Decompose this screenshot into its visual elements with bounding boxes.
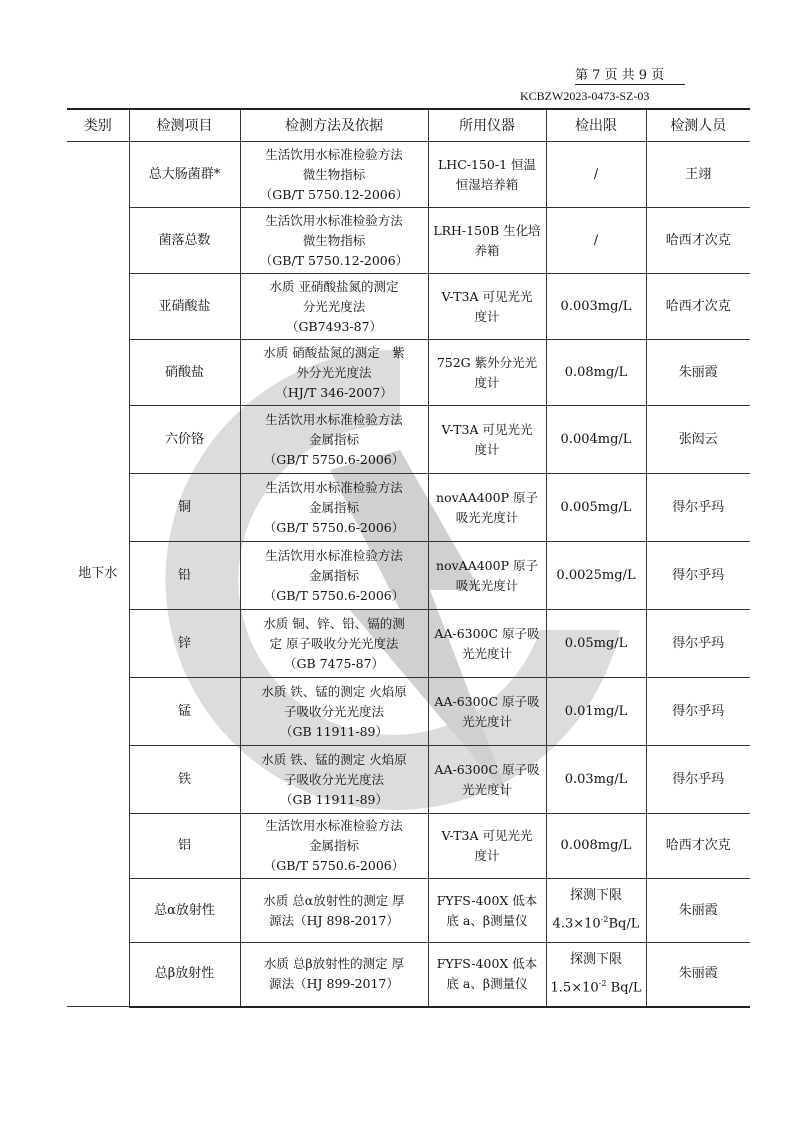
method-line: 生活饮用水标准检验方法	[265, 547, 403, 563]
person-cell: 得尔乎玛	[646, 678, 750, 746]
method-cell	[240, 474, 428, 542]
method-line: 水质 硝酸盐氮的测定 紫	[263, 344, 405, 360]
method-line: （GB/T 5750.6-2006）	[263, 587, 405, 603]
method-line: （HJ/T 346-2007）	[275, 384, 393, 400]
table-row	[67, 340, 750, 406]
method-cell	[240, 542, 428, 610]
method-line: 水质 总α放射性的测定 厚	[263, 892, 405, 908]
instrument-line: FYFS-400X 低本	[436, 956, 538, 972]
limit-cell: 0.08mg/L	[546, 340, 646, 406]
instrument-cell	[428, 943, 546, 1007]
instrument-line: 度计	[474, 308, 500, 324]
item-cell: 总β放射性	[129, 943, 240, 1007]
column-header: 检测人员	[646, 109, 750, 142]
instrument-line: V-T3A 可见光光	[441, 421, 533, 437]
instrument-cell	[428, 406, 546, 474]
table-row	[67, 142, 750, 208]
method-line: 生活饮用水标准检验方法	[265, 411, 403, 427]
limit-value	[551, 910, 642, 934]
limit-exponent: -2	[598, 979, 607, 989]
instrument-line: AA-6300C 原子吸	[434, 625, 540, 641]
method-line: 生活饮用水标准检验方法	[265, 479, 403, 495]
column-header: 所用仪器	[428, 109, 546, 142]
method-line: 水质 铜、锌、铅、镉的测	[263, 615, 405, 631]
instrument-line: 吸光光度计	[455, 577, 519, 593]
method-line: 源法（HJ 899-2017）	[269, 976, 399, 992]
instrument-line: V-T3A 可见光光	[441, 828, 533, 843]
method-line: 定 原子吸收分光光度法	[269, 635, 399, 651]
table-row	[67, 474, 750, 542]
limit-label: 探测下限	[569, 952, 622, 968]
instrument-line: 度计	[474, 374, 500, 390]
report-code: KCBZW2023-0473-SZ-03	[520, 89, 650, 103]
column-header: 检测方法及依据	[240, 109, 428, 142]
method-line: 微生物指标	[302, 166, 366, 182]
table-row	[67, 274, 750, 340]
table-row	[67, 678, 750, 746]
instrument-line: 恒湿培养箱	[455, 176, 519, 192]
table-row	[67, 943, 750, 1007]
table-row	[67, 208, 750, 274]
header-rule	[575, 84, 685, 85]
item-cell: 铜	[129, 474, 240, 542]
limit-base: 4.3×10	[552, 916, 601, 932]
method-cell	[240, 746, 428, 814]
method-line: 金属指标	[308, 838, 359, 853]
method-line: 水质 铁、锰的测定 火焰原	[261, 683, 407, 699]
instrument-line: novAA400P 原子	[436, 489, 538, 505]
method-line: 金属指标	[308, 431, 359, 447]
method-line: 水质 总β放射性的测定 厚	[263, 956, 405, 972]
table-row	[67, 879, 750, 943]
limit-unit: Bq/L	[606, 980, 642, 996]
table-row	[67, 610, 750, 678]
method-cell	[240, 879, 428, 943]
instrument-line: 养箱	[474, 242, 500, 258]
method-line: 金属指标	[308, 499, 359, 515]
method-line: 水质 铁、锰的测定 火焰原	[261, 751, 407, 767]
instrument-cell	[428, 142, 546, 208]
limit-base: 1.5×10	[550, 980, 599, 996]
table-row	[67, 746, 750, 814]
person-cell: 朱丽霞	[646, 879, 750, 943]
person-cell: 朱丽霞	[646, 340, 750, 406]
instrument-cell	[428, 746, 546, 814]
person-cell: 哈西才次克	[646, 814, 750, 879]
limit-cell: 0.03mg/L	[546, 746, 646, 814]
instrument-line: 度计	[474, 441, 500, 457]
method-cell	[240, 208, 428, 274]
method-cell	[240, 142, 428, 208]
instrument-line: AA-6300C 原子吸	[434, 693, 540, 709]
instrument-line: 底 a、β测量仪	[446, 976, 528, 992]
limit-cell	[546, 943, 646, 1007]
item-cell: 菌落总数	[129, 208, 240, 274]
instrument-cell	[428, 678, 546, 746]
instrument-line: LHC-150-1 恒温	[438, 156, 536, 172]
instrument-line: 752G 紫外分光光	[436, 354, 538, 370]
limit-cell: 0.003mg/L	[546, 274, 646, 340]
table-row	[67, 542, 750, 610]
instrument-line: AA-6300C 原子吸	[434, 761, 540, 777]
instrument-cell	[428, 814, 546, 879]
person-cell: 哈西才次克	[646, 208, 750, 274]
limit-cell: 0.008mg/L	[546, 814, 646, 879]
item-cell: 铁	[129, 746, 240, 814]
limit-unit: Bq/L	[608, 916, 640, 932]
method-line: （GB 7475-87）	[283, 655, 385, 671]
instrument-line: novAA400P 原子	[436, 557, 538, 573]
instrument-line: 底 a、β测量仪	[446, 912, 528, 928]
person-cell: 王翊	[646, 142, 750, 208]
method-line: （GB/T 5750.12-2006）	[259, 252, 409, 268]
instrument-line: 光光度计	[461, 713, 512, 729]
limit-cell: 0.05mg/L	[546, 610, 646, 678]
test-method-table	[67, 108, 750, 1008]
method-line: （GB/T 5750.6-2006）	[263, 519, 405, 535]
limit-cell: 0.005mg/L	[546, 474, 646, 542]
method-cell	[240, 406, 428, 474]
limit-cell: 0.0025mg/L	[546, 542, 646, 610]
instrument-cell	[428, 474, 546, 542]
instrument-line: 度计	[474, 848, 500, 863]
column-header: 检测项目	[129, 109, 240, 142]
method-cell	[240, 678, 428, 746]
table-header-row	[67, 109, 750, 142]
person-cell: 哈西才次克	[646, 274, 750, 340]
method-line: （GB 11911-89）	[279, 723, 389, 739]
column-header: 类别	[67, 109, 129, 142]
item-cell: 铅	[129, 542, 240, 610]
method-line: 外分光光度法	[296, 364, 372, 380]
instrument-cell	[428, 274, 546, 340]
method-line: 微生物指标	[302, 232, 366, 248]
instrument-line: LRH-150B 生化培	[433, 222, 541, 238]
table-row	[67, 406, 750, 474]
item-cell: 铝	[129, 814, 240, 879]
limit-cell: /	[546, 142, 646, 208]
table-row	[67, 814, 750, 879]
person-cell: 得尔乎玛	[646, 474, 750, 542]
person-cell: 得尔乎玛	[646, 542, 750, 610]
limit-cell	[546, 879, 646, 943]
instrument-line: FYFS-400X 低本	[436, 892, 538, 908]
item-cell: 锌	[129, 610, 240, 678]
method-line: 水质 亚硝酸盐氮的测定	[269, 278, 399, 294]
instrument-line: 光光度计	[461, 781, 512, 797]
method-line: （GB7493-87）	[285, 318, 383, 334]
person-cell: 张闳云	[646, 406, 750, 474]
item-cell: 六价铬	[129, 406, 240, 474]
method-line: （GB/T 5750.6-2006）	[263, 858, 405, 873]
limit-value	[551, 974, 642, 998]
instrument-cell	[428, 879, 546, 943]
instrument-line: 吸光光度计	[455, 509, 519, 525]
limit-exponent: -2	[600, 915, 609, 925]
limit-cell: 0.004mg/L	[546, 406, 646, 474]
method-line: （GB/T 5750.12-2006）	[259, 186, 409, 202]
item-cell: 总大肠菌群*	[129, 142, 240, 208]
method-line: 子吸收分光光度法	[283, 703, 384, 719]
column-header: 检出限	[546, 109, 646, 142]
item-cell: 硝酸盐	[129, 340, 240, 406]
instrument-cell	[428, 542, 546, 610]
page-number: 第 7 页 共 9 页	[575, 68, 665, 83]
method-cell	[240, 274, 428, 340]
item-cell: 亚硝酸盐	[129, 274, 240, 340]
limit-cell: /	[546, 208, 646, 274]
method-line: 子吸收分光光度法	[283, 771, 384, 787]
item-cell: 锰	[129, 678, 240, 746]
category-cell: 地下水	[67, 142, 129, 1007]
method-line: 生活饮用水标准检验方法	[265, 818, 403, 833]
method-cell	[240, 610, 428, 678]
person-cell: 得尔乎玛	[646, 746, 750, 814]
limit-cell: 0.01mg/L	[546, 678, 646, 746]
method-line: 分光光度法	[302, 298, 366, 314]
person-cell: 得尔乎玛	[646, 610, 750, 678]
instrument-cell	[428, 208, 546, 274]
person-cell: 朱丽霞	[646, 943, 750, 1007]
instrument-cell	[428, 340, 546, 406]
instrument-line: V-T3A 可见光光	[441, 288, 533, 304]
method-line: 源法（HJ 898-2017）	[269, 912, 399, 928]
method-line: 生活饮用水标准检验方法	[265, 146, 403, 162]
method-cell	[240, 943, 428, 1007]
item-cell: 总α放射性	[129, 879, 240, 943]
limit-label: 探测下限	[569, 888, 622, 904]
method-cell	[240, 340, 428, 406]
method-line: 金属指标	[308, 567, 359, 583]
method-line: 生活饮用水标准检验方法	[265, 212, 403, 228]
instrument-line: 光光度计	[461, 645, 512, 661]
method-line: （GB/T 5750.6-2006）	[263, 451, 405, 467]
instrument-cell	[428, 610, 546, 678]
method-line: （GB 11911-89）	[279, 791, 389, 807]
method-cell	[240, 814, 428, 879]
